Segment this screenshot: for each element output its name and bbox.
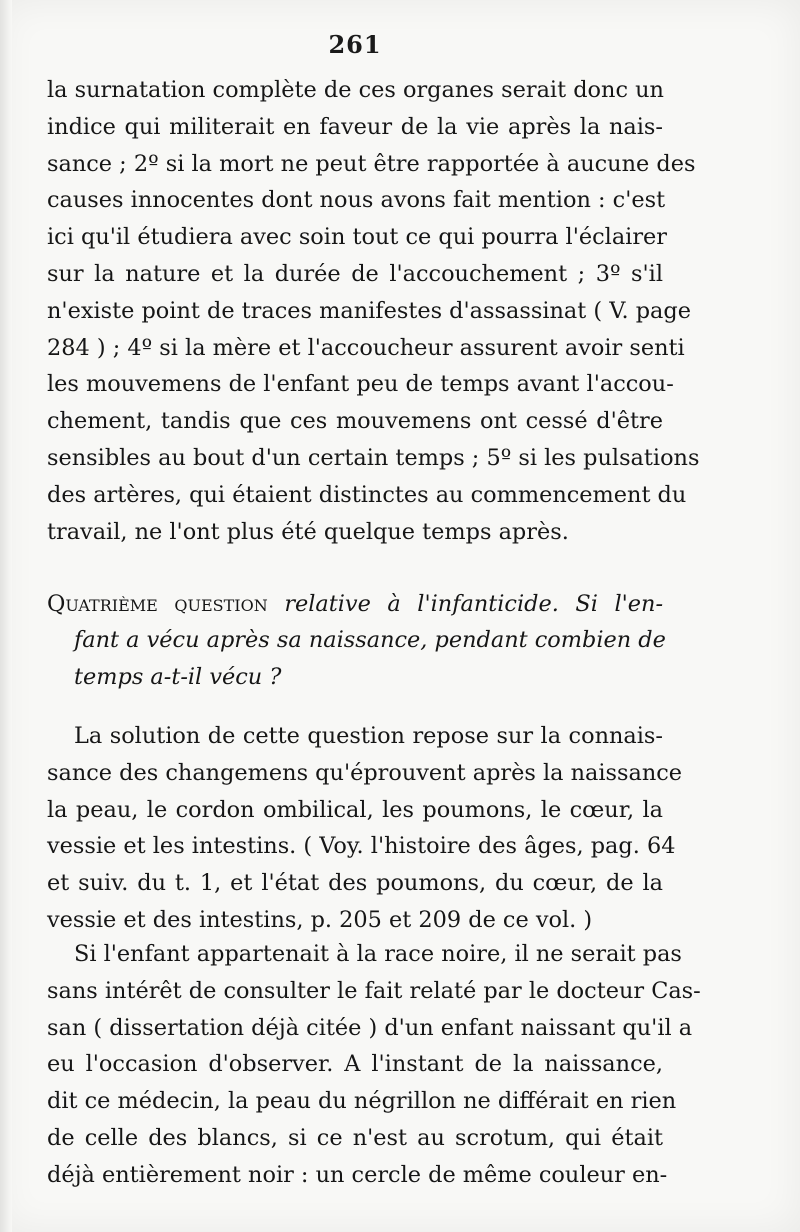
text-line: n'existe point de traces manifestes d'assassinat ( V. page — [47, 297, 691, 324]
text-line: sans intérêt de consulter le fait relaté par le docteur Cas- — [47, 977, 701, 1004]
text-line: la peau, le cordon ombilical, les poumons, le cœur, la — [47, 796, 663, 823]
text-line: sance ; 2º si la mort ne peut être rapportée à aucune des — [47, 150, 696, 177]
text-line: sensibles au bout d'un certain temps ; 5º si les pulsations — [47, 444, 700, 471]
text-line: vessie et des intestins, p. 205 et 209 de ce vol. ) — [47, 906, 593, 933]
text-line: causes innocentes dont nous avons fait mention : c'est — [47, 187, 666, 214]
page-gutter-shadow — [0, 0, 12, 1232]
heading-line: temps a-t-il vécu ? — [74, 663, 282, 690]
text-line: sur la nature et la durée de l'accouchement ; 3º s'il — [47, 260, 663, 287]
text-line: ici qu'il étudiera avec soin tout ce qui pourra l'éclairer — [47, 224, 667, 251]
paragraph-continuation — [47, 72, 700, 550]
text-line: les mouvemens de l'enfant peu de temps avant l'accou- — [47, 371, 674, 398]
text-line: vessie et les intestins. ( Voy. l'histoire des âges, pag. 64 — [47, 833, 676, 860]
text-line: indice qui militerait en faveur de la vie après la nais- — [47, 113, 663, 140]
text-line: 284 ) ; 4º si la mère et l'accoucheur assurent avoir senti — [47, 334, 685, 361]
heading-line — [47, 586, 663, 622]
paragraph — [47, 718, 683, 939]
text-line: déjà entièrement noir : un cercle de même couleur en- — [47, 1161, 668, 1188]
paragraph — [47, 936, 701, 1194]
section-heading — [47, 586, 666, 695]
text-line: dit ce médecin, la peau du négrillon ne différait en rien — [47, 1088, 677, 1115]
text-line: travail, ne l'ont plus été quelque temps après. — [47, 518, 569, 545]
text-line: la surnatation complète de ces organes serait donc un — [47, 77, 664, 103]
heading-label: Quatrième question — [47, 591, 268, 617]
text-line: de celle des blancs, si ce n'est au scrotum, qui était — [47, 1124, 663, 1151]
text-line: san ( dissertation déjà citée ) d'un enfant naissant qu'il a — [47, 1014, 693, 1041]
text-line: sance des changemens qu'éprouvent après la naissance — [47, 759, 683, 786]
text-line: et suiv. du t. 1, et l'état des poumons, du cœur, de la — [47, 870, 663, 897]
text-line: eu l'occasion d'observer. A l'instant de la naissance, — [47, 1051, 663, 1078]
text-line: La solution de cette question repose sur la connais- — [74, 723, 663, 749]
text-line: des artères, qui étaient distinctes au commencement du — [47, 481, 687, 508]
heading-line: fant a vécu après sa naissance, pendant combien de — [74, 627, 666, 654]
heading-text: relative à l'infanticide. Si l'en- — [284, 591, 664, 617]
text-line: chement, tandis que ces mouvemens ont cessé d'être — [47, 408, 663, 435]
page-number: 261 — [328, 30, 382, 59]
text-line: Si l'enfant appartenait à la race noire, il ne serait pas — [74, 941, 682, 967]
